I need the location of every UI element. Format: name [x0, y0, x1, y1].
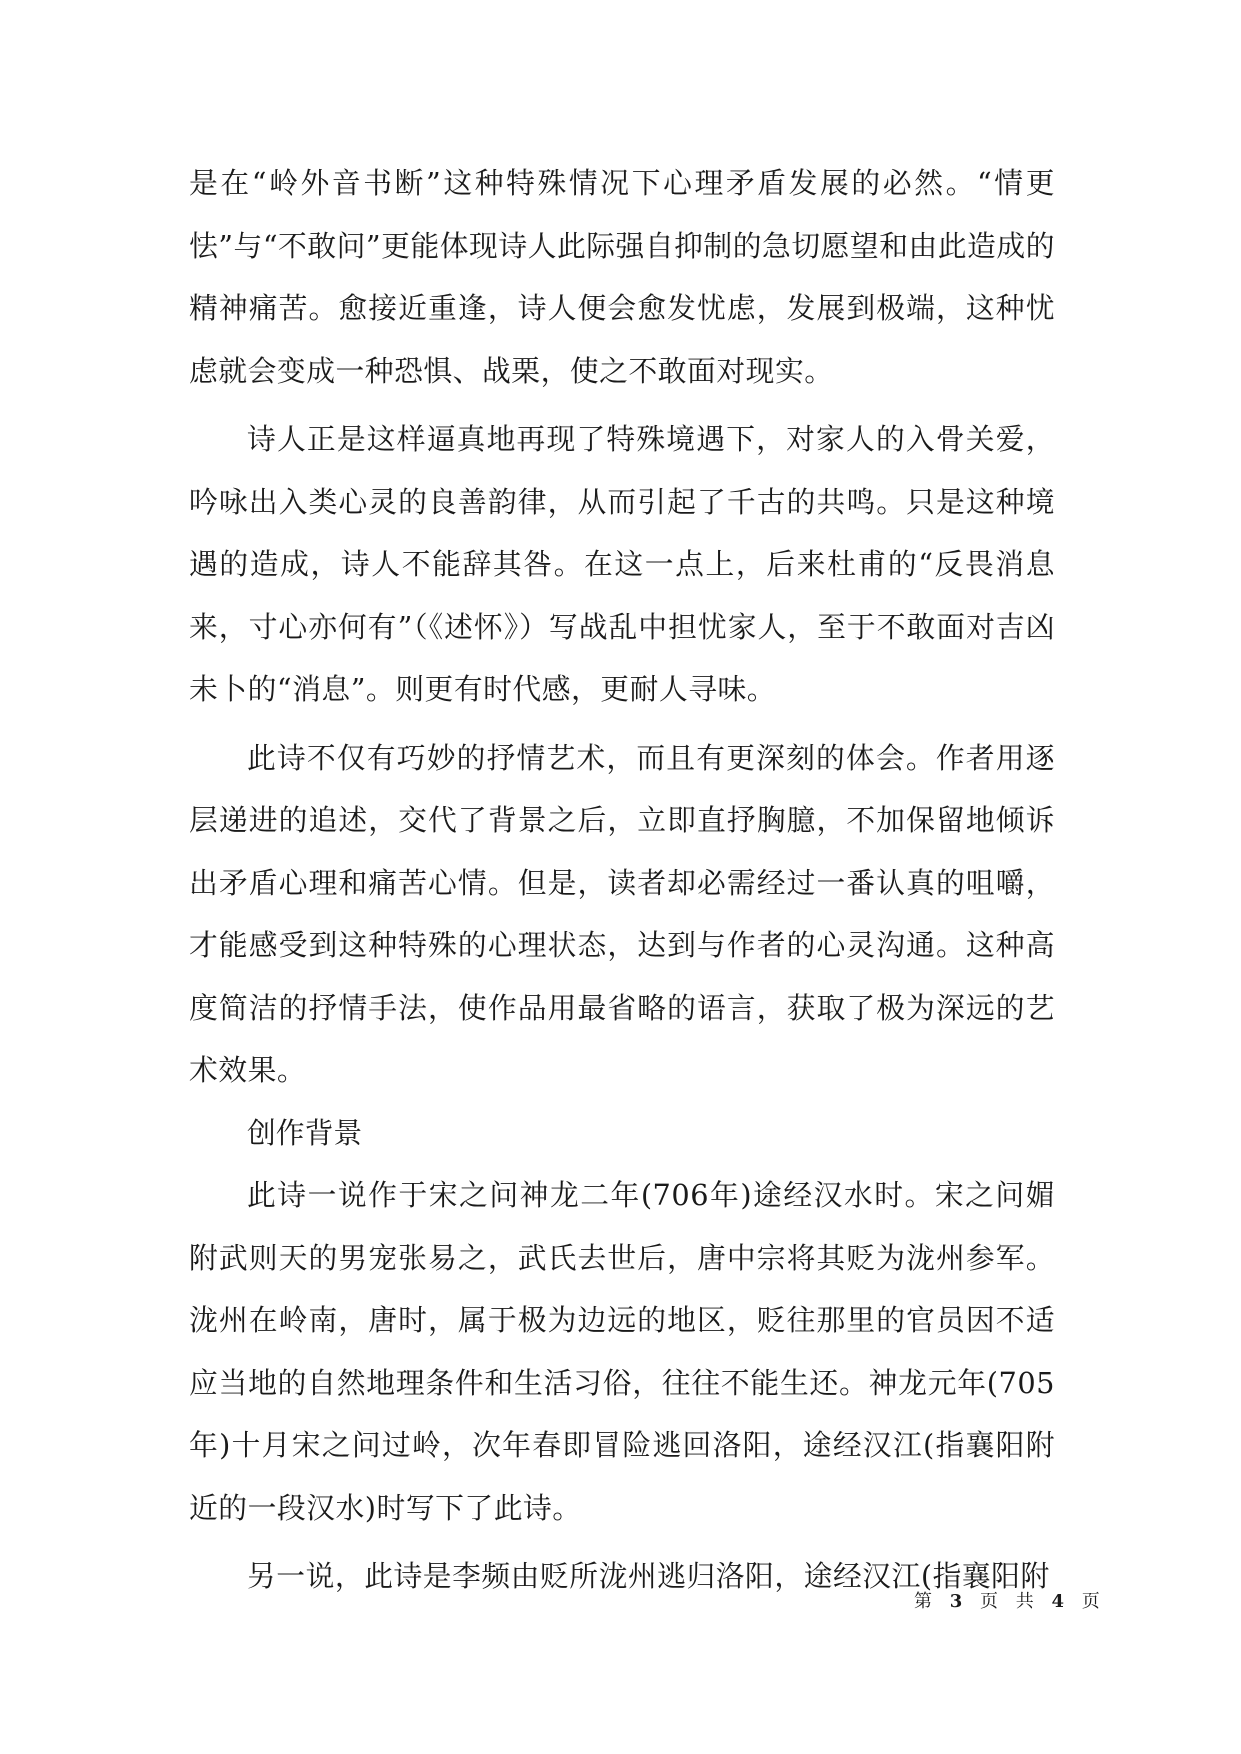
page-footer [914, 1590, 1106, 1614]
paragraph: 此诗不仅有巧妙的抒情艺术，而且有更深刻的体会。作者用逐层递进的追述，交代了背景之后，立即直抒胸臆，不加保留地倾诉出矛盾心理和痛苦心情。但是，读者却必需经过一番认真的咀嚼，才能感受到这种特殊的心理状态，达到与作者的心灵沟通。这种高度简洁的抒情手法，使作品用最省略的语言，获取了极为深远的艺术效果。 [189, 740, 1055, 1087]
footer-prefix: 第 [914, 1591, 938, 1612]
paragraph: 诗人正是这样逼真地再现了特殊境遇下，对家人的入骨关爱，吟咏出入类心灵的良善韵律，从而引起了千古的共鸣。只是这种境遇的造成，诗人不能辞其咎。在这一点上，后来杜甫的“反畏消息来，寸心亦何有”（《述怀》）写战乱中担忧家人，至于不敢面对吉凶未卜的“消息”。则更有时代感，更耐人寻味。 [189, 422, 1055, 706]
paragraph: 另一说，此诗是李频由贬所泷州逃归洛阳，途经汉江(指襄阳附 [247, 1559, 1050, 1593]
paragraph: 此诗一说作于宋之问神龙二年(706年)途经汉水时。宋之问媚附武则天的男宠张易之，武氏去世后，唐中宗将其贬为泷州参军。泷州在岭南，唐时，属于极为边远的地区，贬往那里的官员因不适应当地的自然地理条件和生活习俗，往往不能生还。神龙元年(705年)十月宋之问过岭，次年春即冒险逃回洛阳，途经汉江(指襄阳附近的一段汉水)时写下了此诗。 [189, 1178, 1055, 1525]
paragraph: 是在“岭外音书断”这种特殊情况下心理矛盾发展的必然。“情更怯”与“不敢问”更能体现诗人此际强自抑制的急切愿望和由此造成的精神痛苦。愈接近重逢，诗人便会愈发忧虑，发展到极端，这种忧虑就会变成一种恐惧、战栗，使之不敢面对现实。 [189, 166, 1055, 388]
current-page-number: 3 [949, 1591, 969, 1612]
section-heading: 创作背景 [247, 1115, 363, 1150]
document-body [189, 152, 1055, 1608]
footer-suffix: 页 [1081, 1591, 1106, 1612]
total-page-number: 4 [1051, 1591, 1070, 1612]
footer-middle: 页 共 [980, 1591, 1040, 1612]
